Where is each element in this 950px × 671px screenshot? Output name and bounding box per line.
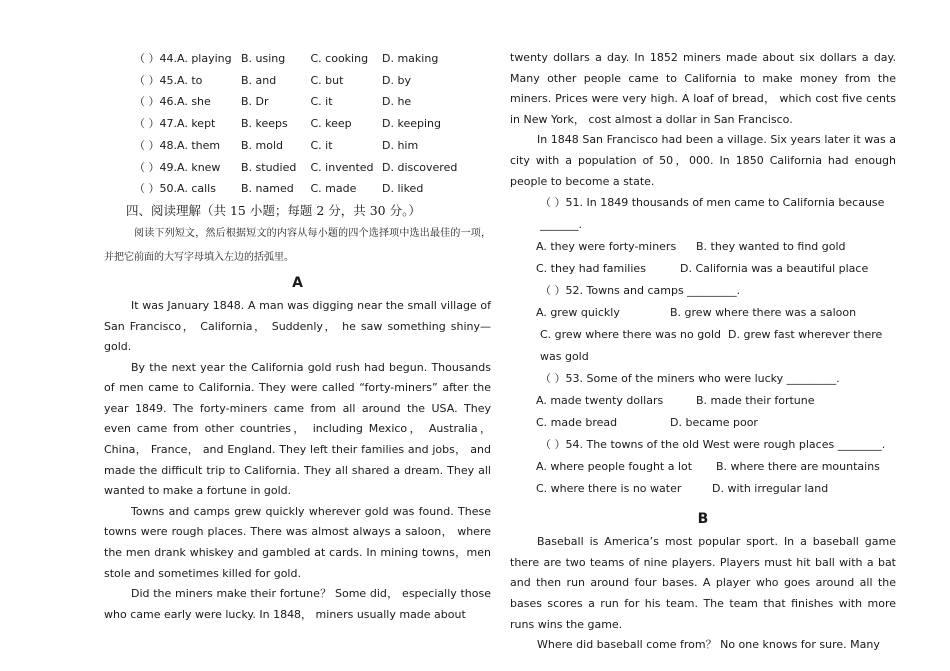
section-title: 四、阅读理解（共 15 小题；每题 2 分，共 30 分。） [126, 202, 421, 218]
option-row-46: （ ）46.A. she B. Dr C. it D. he [134, 95, 412, 109]
passage-a-label: A [292, 274, 303, 291]
question-53-options: C. made bread D. became poor [536, 416, 758, 430]
question-53-options: A. made twenty dollars B. made their fortune [536, 394, 815, 408]
option-row-48: （ ）48.A. them B. mold C. it D. him [134, 138, 419, 152]
right-column [510, 48, 896, 656]
question-52-options: C. grew where there was no gold D. grew fast wherever there was gold [540, 328, 883, 364]
cloze-options [104, 48, 491, 200]
passage-b-paragraph: Where did baseball come from？ No one knows for sure. Many [537, 638, 880, 652]
question-54-stem: （ ）54. The towns of the old West were rough places ________. [540, 438, 886, 452]
question-51-stem: （ ）51. In 1849 thousands of men came to California because _______. [540, 196, 885, 232]
question-53-stem: （ ）53. Some of the miners who were lucky _________. [540, 372, 840, 386]
instructions: 阅读下列短文，然后根据短文的内容从每小题的四个选择项中选出最佳的一项，并把它前面的大写字母填入左边的括弧里。 [104, 227, 491, 263]
passage-b-label: B [697, 511, 709, 528]
question-51-options: C. they had families D. California was a beautiful place [536, 262, 869, 276]
question-51-options: A. they were forty-miners B. they wanted to find gold [536, 240, 846, 254]
option-row-45: （ ）45.A. to B. and C. but D. by [134, 73, 411, 87]
passage-a-paragraph: Did the miners make their fortune？ Some did， especially those who came early were lucky. In 1848， miners usually made about [104, 587, 491, 621]
option-row-50: （ ）50.A. calls B. named C. made D. liked [134, 182, 424, 196]
passage-a-paragraph: It was January 1848. A man was digging near the small village of San Francisco， California， Suddenly， he saw something shiny—gold. [104, 298, 491, 354]
question-54-options: C. where there is no water D. with irregular land [536, 482, 829, 496]
passage-a-paragraph: In 1848 San Francisco had been a village. Six years later it was a city with a population of 50，000. In 1850 California had enough people to become a state. [510, 133, 896, 188]
option-row-47: （ ）47.A. kept B. keeps C. keep D. keeping [134, 117, 441, 131]
question-54-options: A. where people fought a lot B. where there are mountains [536, 460, 880, 474]
option-row-44: （ ）44.A. playing B. using C. cooking D. making [134, 52, 439, 65]
question-52-stem: （ ）52. Towns and camps _________. [540, 284, 741, 298]
passage-a-continuation: twenty dollars a day. In 1852 miners made about six dollars a day. Many other people came to California to make money from the miners. Prices were very high. A loaf of bread， which cost five cents in New York， cost almost a dollar in San Francisco. [510, 51, 896, 126]
passage-a-paragraph: By the next year the California gold rush had begun. Thousands of men came to California. They were called “forty-miners” after the year 1849. The forty-miners came from all around the USA. They even came from other countries， including Mexico， Australia， China， France， and England. They left their families and jobs， and made the difficult trip to California. They all shared a dream. They all wanted to make a fortune in gold. [104, 360, 491, 498]
left-column [104, 48, 491, 625]
option-row-49: （ ）49.A. knew B. studied C. invented D. discovered [134, 160, 458, 174]
question-52-options: A. grew quickly B. grew where there was a saloon [536, 306, 857, 320]
passage-b-paragraph: Baseball is America’s most popular sport. In a baseball game there are two teams of nine players. Players must hit ball with a bat and then run around four bases. A player who goes around all the bases scores a run for his team. The team that finishes with more runs wins the game. [510, 535, 896, 631]
passage-a-paragraph: Towns and camps grew quickly wherever gold was found. These towns were rough places. There was almost always a saloon， where the men drank whiskey and gambled at cards. In mining towns，men stole and sometimes killed for gold. [104, 504, 491, 580]
